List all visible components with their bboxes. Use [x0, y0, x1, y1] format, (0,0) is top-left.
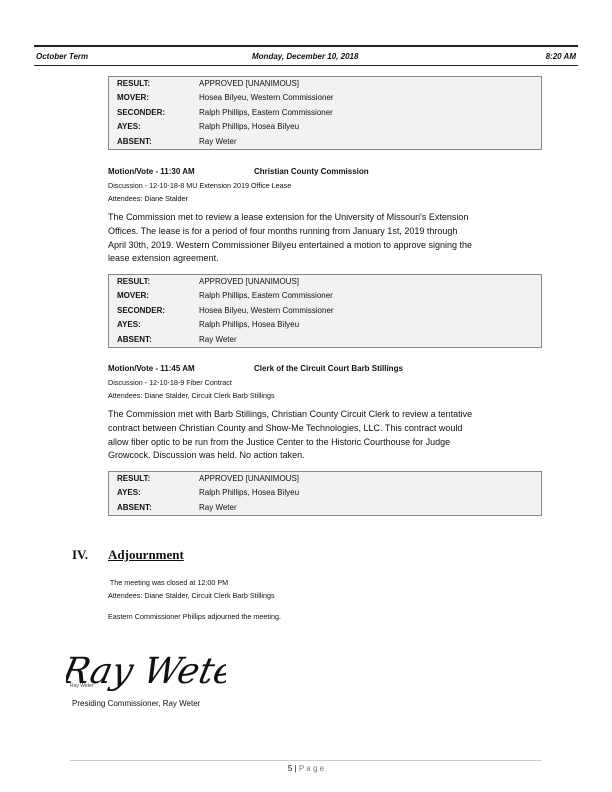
row-label: AYES:	[117, 122, 141, 132]
paragraph-line: Offices. The lease is for a period of four months running from January 1st, 2019 through	[108, 225, 458, 236]
table-row	[109, 106, 541, 120]
row-value: Hosea Bilyeu, Western Commissioner	[199, 93, 334, 103]
row-label: RESULT:	[117, 474, 151, 483]
table-row	[109, 77, 541, 91]
motion-paragraph	[108, 408, 540, 463]
page-label: P a g e	[298, 764, 325, 773]
row-value: Ray Weter	[199, 502, 237, 512]
header-bottom-rule	[34, 65, 578, 66]
paragraph-line: contract between Christian County and Show-Me Technologies, LLC. This contract would	[108, 422, 463, 433]
row-label: RESULT:	[117, 79, 151, 88]
row-value: Ralph Phillips, Eastern Commissioner	[199, 107, 333, 117]
discussion-line: Discussion - 12-10-18-8 MU Extension 2019 Office Lease	[108, 181, 292, 190]
table-row	[109, 289, 541, 303]
table-row	[109, 91, 541, 105]
page-separator-icon: |	[294, 764, 299, 773]
motion-org: Clerk of the Circuit Court Barb Stillings	[254, 364, 403, 373]
row-value: APPROVED [UNANIMOUS]	[199, 277, 300, 286]
signature-caption: Presiding Commissioner, Ray Weter	[72, 699, 201, 708]
row-label: AYES:	[117, 320, 141, 330]
row-label: ABSENT:	[117, 502, 152, 512]
row-label: SECONDER:	[117, 107, 166, 117]
paragraph-line: Growcock. Discussion was held. No action taken.	[108, 450, 305, 461]
motion-paragraph	[108, 211, 540, 266]
row-label: ABSENT:	[117, 334, 152, 344]
row-label: RESULT:	[117, 277, 151, 286]
header-top-rule	[34, 45, 578, 47]
row-value: APPROVED [UNANIMOUS]	[199, 474, 300, 483]
signature-small-label: Ray Weter	[70, 683, 94, 689]
attendees-line: Attendees: Diane Stalder, Circuit Clerk Barb Stillings	[108, 391, 275, 400]
row-value: Ray Weter	[199, 334, 237, 344]
row-label: MOVER:	[117, 291, 149, 301]
header-time: 8:20 AM	[545, 52, 576, 61]
table-row	[109, 120, 541, 134]
table-row	[109, 304, 541, 318]
row-value: Ralph Phillips, Hosea Bilyeu	[199, 320, 300, 330]
row-value: Ralph Phillips, Eastern Commissioner	[199, 291, 333, 301]
vote-table-1	[108, 76, 542, 150]
motion-heading	[108, 167, 369, 176]
table-row	[109, 486, 541, 500]
signature-script: Ray Weter	[66, 649, 226, 691]
row-label: AYES:	[117, 488, 141, 498]
motion-title: Motion/Vote - 11:30 AM	[108, 167, 195, 176]
row-value: Ralph Phillips, Hosea Bilyeu	[199, 488, 300, 498]
header-term: October Term	[36, 52, 89, 61]
motion-title: Motion/Vote - 11:45 AM	[108, 364, 195, 373]
row-label: ABSENT:	[117, 136, 152, 146]
paragraph-line: April 30th, 2019. Western Commissioner Bilyeu entertained a motion to approve signing the	[108, 239, 473, 250]
table-row	[109, 275, 541, 289]
paragraph-line: The Commission met to review a lease extension for the University of Missouri's Extension	[108, 212, 469, 222]
row-label: MOVER:	[117, 93, 149, 103]
header-date: Monday, December 10, 2018	[252, 52, 359, 61]
paragraph-line: allow fiber optic to be run from the Justice Center to the Historic Courthouse for Judge	[108, 436, 451, 447]
vote-table-2	[108, 274, 542, 348]
row-value: APPROVED [UNANIMOUS]	[199, 79, 300, 88]
section-numeral: IV.	[72, 547, 89, 562]
row-value: Ralph Phillips, Hosea Bilyeu	[199, 122, 300, 132]
table-row	[109, 501, 541, 515]
attendees-line: Attendees: Diane Stalder	[108, 194, 188, 203]
adjourned-line: Eastern Commissioner Phillips adjourned the meeting.	[108, 612, 281, 621]
table-row	[109, 135, 541, 149]
row-value: Hosea Bilyeu, Western Commissioner	[199, 305, 334, 315]
meeting-closed-line: The meeting was closed at 12:00 PM	[108, 578, 229, 587]
vote-table-3	[108, 471, 542, 516]
row-label: SECONDER:	[117, 305, 166, 315]
page-number: 5	[287, 764, 293, 773]
table-row	[109, 318, 541, 332]
motion-org: Christian County Commission	[254, 167, 369, 176]
motion-heading	[108, 364, 403, 373]
paragraph-line: The Commission met with Barb Stillings, Christian County Circuit Clerk to review a tentative	[108, 409, 473, 419]
table-row	[109, 472, 541, 486]
footer-rule	[70, 760, 542, 761]
section-title: Adjournment	[108, 547, 184, 562]
table-row	[109, 333, 541, 347]
discussion-line: Discussion - 12-10-18-9 Fiber Contract	[108, 378, 232, 387]
row-value: Ray Weter	[199, 136, 237, 146]
paragraph-line: lease extension agreement.	[108, 253, 219, 264]
footer-page	[0, 764, 612, 773]
attendees-line: Attendees: Diane Stalder, Circuit Clerk Barb Stillings	[108, 591, 275, 600]
